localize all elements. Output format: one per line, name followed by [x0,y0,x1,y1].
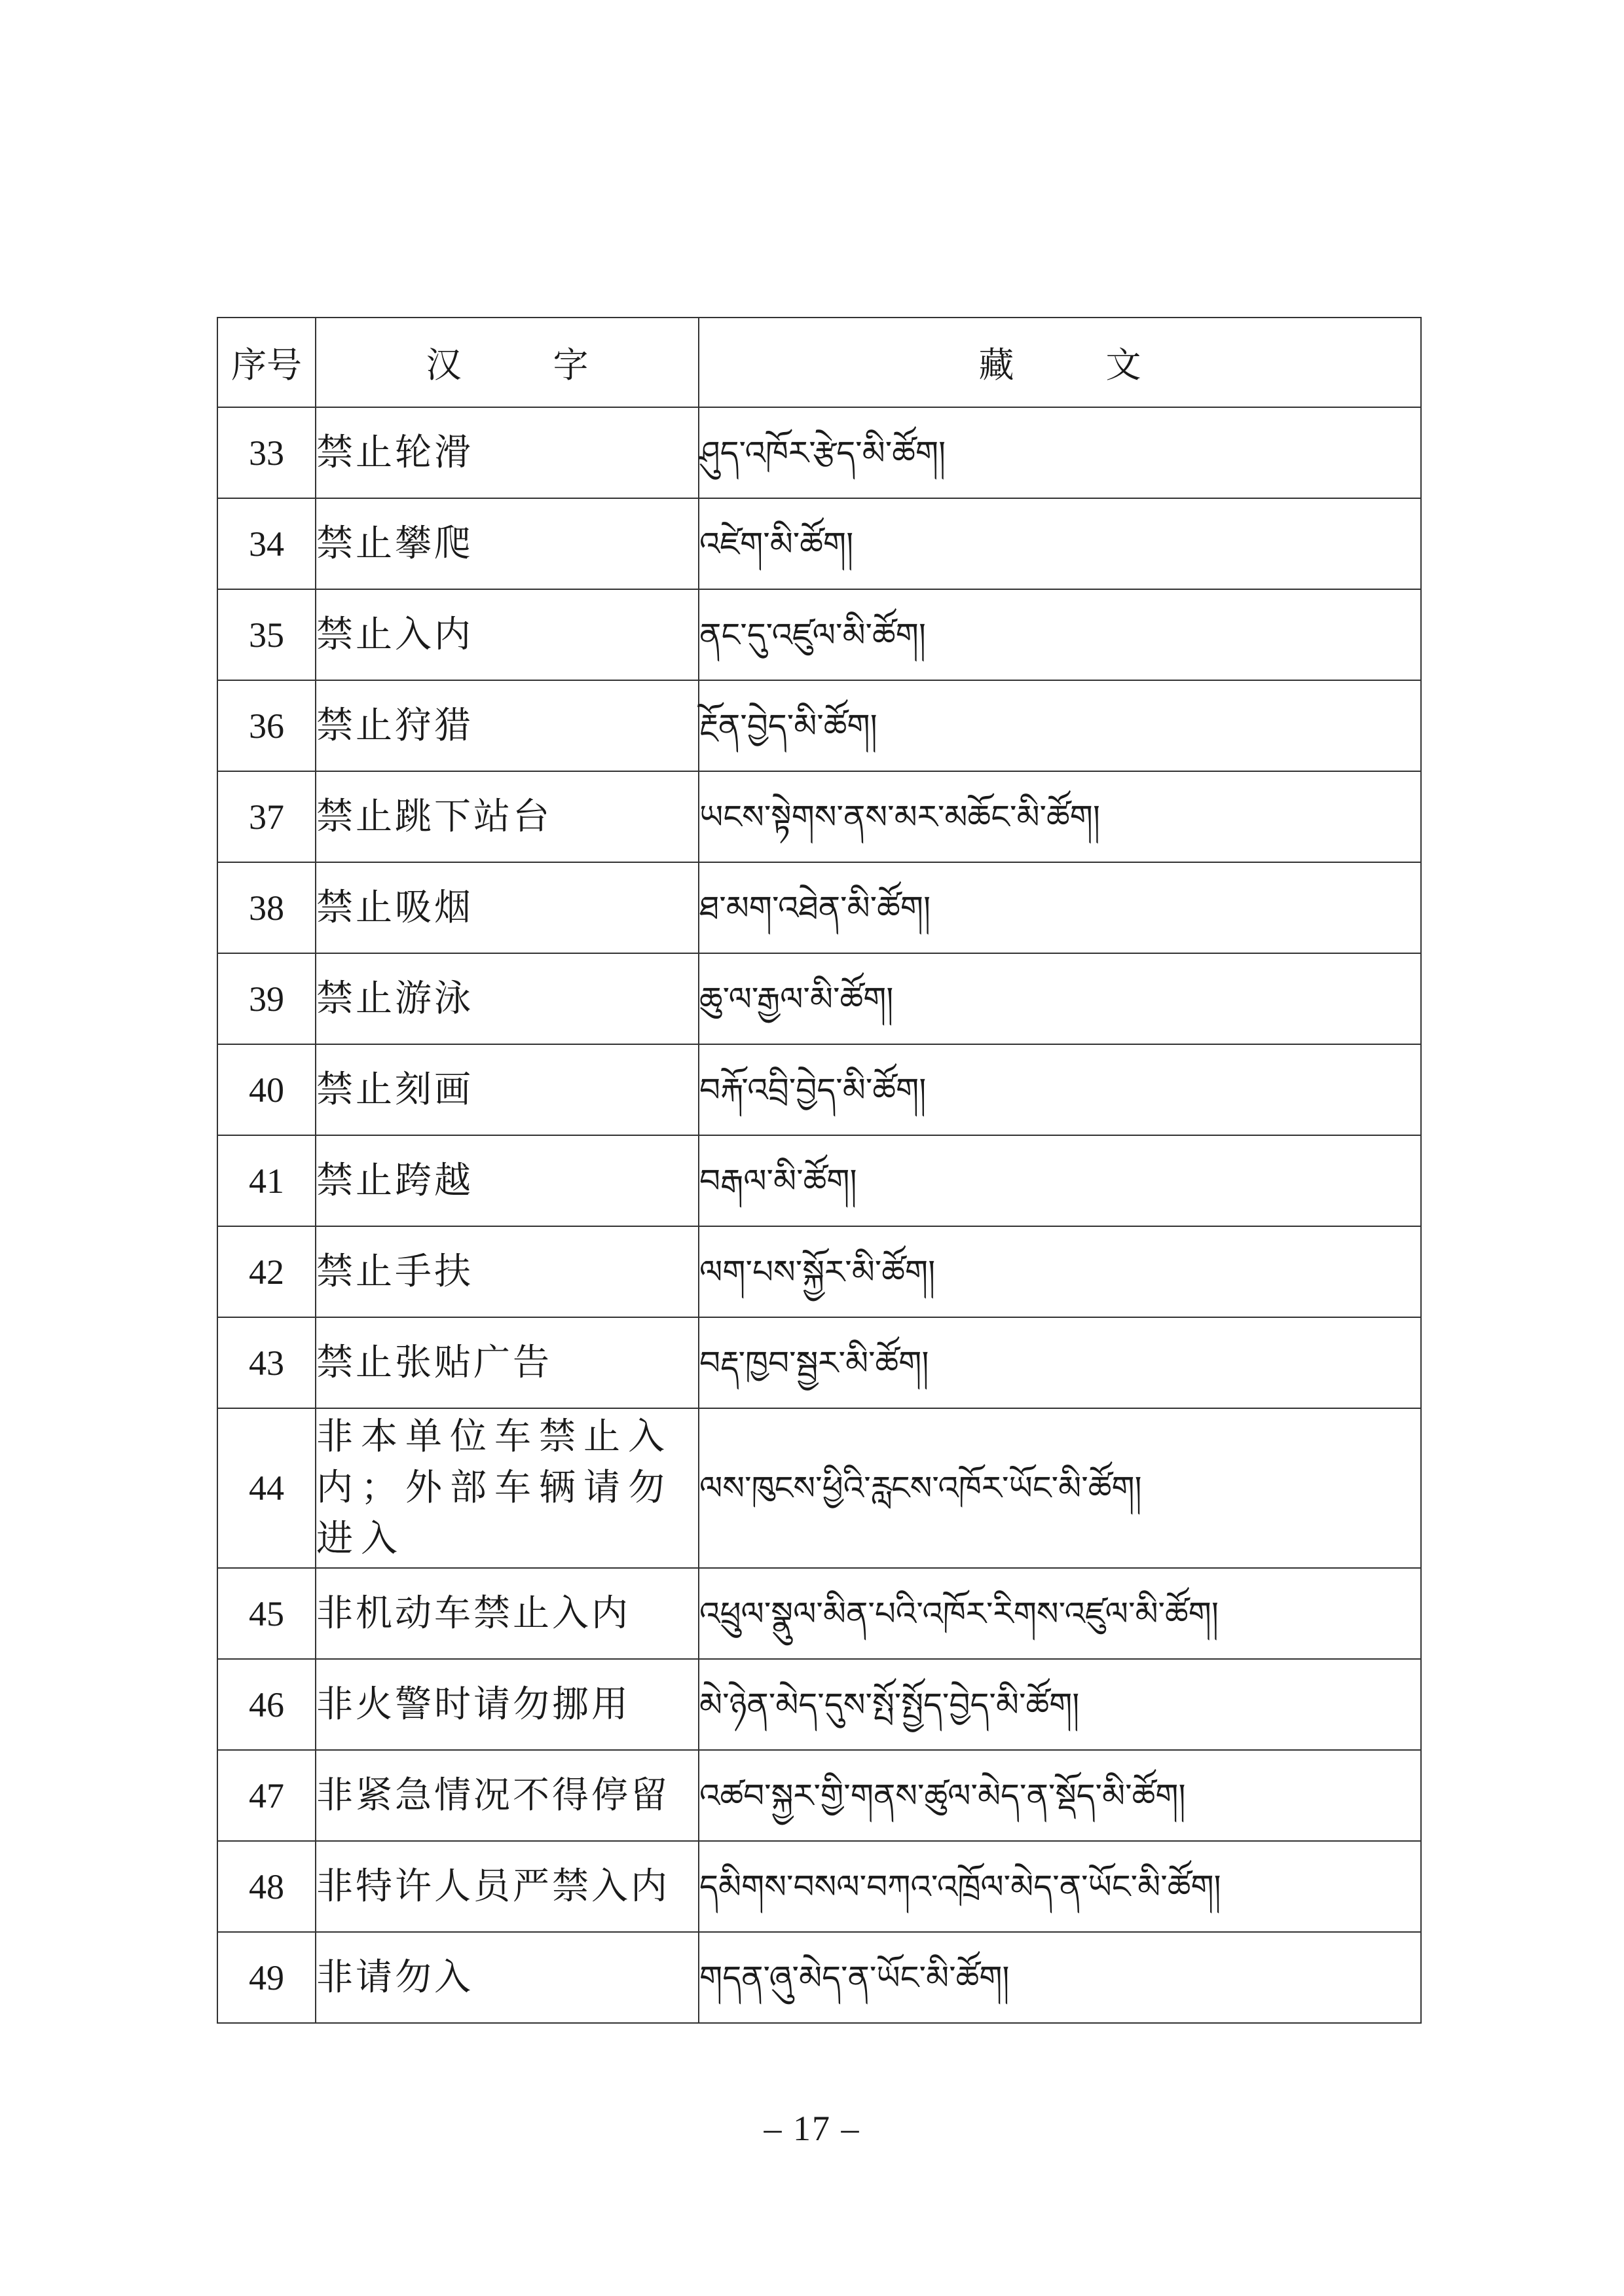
row-number: 47 [217,1750,316,1841]
tibetan-term: ལག་པས་སྐྱོར་མི་ཚོག། [699,1226,1421,1317]
tibetan-term: བརྐོ་འབྲི་བྱེད་མི་ཚོག། [699,1044,1421,1135]
chinese-term: 禁止狩猎 [316,680,699,771]
chinese-term: 禁止跨越 [316,1135,699,1226]
row-number: 40 [217,1044,316,1135]
tibetan-term: རྔོན་བྱེད་མི་ཚོག། [699,680,1421,771]
row-number: 38 [217,862,316,953]
tibetan-term: བརྒལ་མི་ཚོག། [699,1135,1421,1226]
chinese-term: 禁止游泳 [316,953,699,1044]
row-number: 35 [217,589,316,680]
tibetan-term: ཤུད་འཁོར་རྩེད་མི་ཚོག། [699,407,1421,498]
chinese-term: 禁止入内 [316,589,699,680]
table-row [217,1932,1421,2023]
table-row [217,407,1421,498]
table-row [217,1659,1421,1750]
tibetan-term: གདན་ཞུ་མེད་ན་ཡོང་མི་ཚོག། [699,1932,1421,2023]
tibetan-term: ཐ་མག་འཐེན་མི་ཚོག། [699,862,1421,953]
header-chinese-char: 字 [553,344,589,386]
row-number: 34 [217,498,316,589]
chinese-term: 非本单位车禁止入内；外部车辆请勿进入 [316,1408,699,1568]
table-row [217,1226,1421,1317]
table-row [217,1841,1421,1932]
row-number: 44 [217,1408,316,1568]
table-row [217,953,1421,1044]
table-row [217,1568,1421,1659]
chinese-term: 非机动车禁止入内 [316,1568,699,1659]
chinese-term: 禁止跳下站台 [316,771,699,862]
page-number: – 17 – [764,2109,860,2148]
header-chinese [316,318,699,407]
header-serial-number: 序号 [217,318,316,407]
chinese-term: 非特许人员严禁入内 [316,1841,699,1932]
header-tibetan [699,318,1421,407]
row-number: 42 [217,1226,316,1317]
row-number: 33 [217,407,316,498]
chinese-term: 非火警时请勿挪用 [316,1659,699,1750]
table-row [217,589,1421,680]
row-number: 37 [217,771,316,862]
row-number: 45 [217,1568,316,1659]
row-number: 43 [217,1317,316,1408]
tibetan-term: ཆུ་ལ་རྒྱལ་མི་ཚོག། [699,953,1421,1044]
chinese-term: 禁止轮滑 [316,407,699,498]
table-row [217,862,1421,953]
row-number: 41 [217,1135,316,1226]
table-row [217,1317,1421,1408]
table-row [217,1135,1421,1226]
table-row [217,498,1421,589]
table-row [217,1750,1421,1841]
tibetan-term: ནང་དུ་འཛུལ་མི་ཚོག། [699,589,1421,680]
table-header-row [217,318,1421,407]
tibetan-term: ལས་ཁུངས་ཕྱིའི་རླངས་འཁོར་ཡོང་མི་ཚོག། [699,1408,1421,1568]
sign-glossary-table [217,317,1422,2024]
table-row [217,771,1421,862]
chinese-term: 禁止攀爬 [316,498,699,589]
row-number: 46 [217,1659,316,1750]
tibetan-term: དམིགས་བསལ་བཀའ་འཁྲོལ་མེད་ན་ཡོང་མི་ཚོག། [699,1841,1421,1932]
header-tibetan-char: 文 [1105,344,1141,386]
tibetan-term: འཛེག་མི་ཚོག། [699,498,1421,589]
tibetan-term: འཕྲུལ་སྣུལ་མིན་པའི་འཁོར་རིགས་འཛུལ་མི་ཚོག། [699,1568,1421,1659]
row-number: 39 [217,953,316,1044]
table-row [217,680,1421,771]
table-row [217,1408,1421,1568]
tibetan-term: ཡངས་སྟེགས་ནས་མར་མཆོང་མི་ཚོག། [699,771,1421,862]
table-row [217,1044,1421,1135]
chinese-term: 非紧急情况不得停留 [316,1750,699,1841]
chinese-term: 非请勿入 [316,1932,699,2023]
tibetan-term: བརྡ་ཁྱབ་སྦྱར་མི་ཚོག། [699,1317,1421,1408]
row-number: 48 [217,1841,316,1932]
row-number: 49 [217,1932,316,2023]
chinese-term: 禁止吸烟 [316,862,699,953]
chinese-term: 禁止刻画 [316,1044,699,1135]
header-tibetan-char: 藏 [978,344,1014,386]
tibetan-term: མེ་ཉེན་མེད་དུས་སྤོ་སྤྱོད་བྱེད་མི་ཚོག། [699,1659,1421,1750]
header-chinese-char: 汉 [426,344,462,386]
tibetan-term: འཚབ་སྐྱར་གྱི་གནས་ཚུལ་མེད་ན་སྡོད་མི་ཚོག། [699,1750,1421,1841]
row-number: 36 [217,680,316,771]
chinese-term: 禁止张贴广告 [316,1317,699,1408]
chinese-term: 禁止手扶 [316,1226,699,1317]
